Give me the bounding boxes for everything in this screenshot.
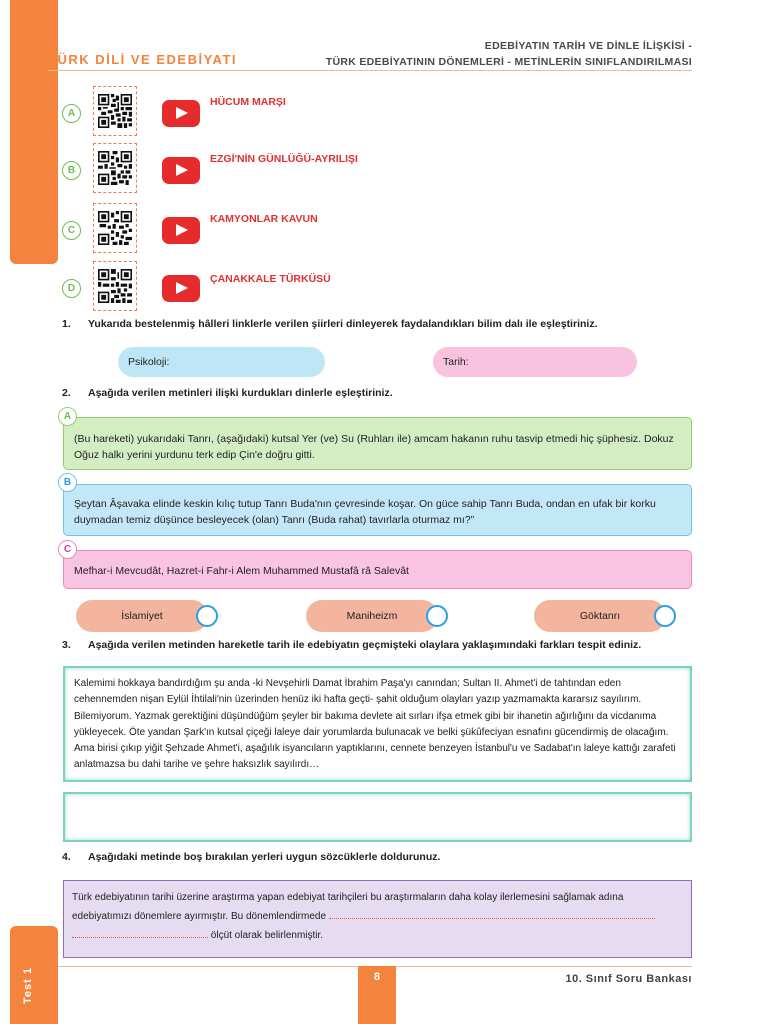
question-number: 1. [62,318,71,330]
fill-text-part-1: Türk edebiyatının tarihi üzerine araştırma yapan edebiyat tarihçileri bu araştırmaların daha kolay ilerlemesini sağlamak adına edebiyatımızı dönemlere ayırmıştır. Bu dönemlendirmede [72,892,624,922]
topic-header [326,38,692,70]
topic-line-2: TÜRK EDEBİYATININ DÖNEMLERİ - METİNLERİN SINIFLANDIRILMASI [325,56,692,68]
question-text: Yukarıda bestelenmiş hâlleri linklerle verilen şiirleri dinleyerek faydalandıkları bilim dalı ile eşleştiriniz. [88,318,598,330]
passage-text: Kalemimi hokkaya bandırdığım şu anda -ki Nevşehirli Damat İbrahim Paşa'yı canından; Sultan II. Ahmet'i de tahtından eden cehennemden nişan Eylül İhtilali'nin üzerinden henüz iki hafta geçti- şahit olduğum olayları yazıp yazmamakta kararsız sayılırım. Bilemiyorum. Yazmak gerektiğini düşündüğüm şeyler bir bakıma devlete ait sırları ifşa etmek gibi bir ihanetin ağırlığını da vicdanıma yükleyecek. Öte yandan Şark'ın kutsal çiçeği laleye dair yorumlarda bulunacak ve belki şükûfeciyan esnafını gücendirmiş de olacağım. Ama birisi çıkıp yiğit Şehzade Ahmet'i, aşağılık isyancıların yaptıklarını, cennete benzeyen İstanbul'u ve Sadabat'ın laleye kattığı zarafeti anlatmazsa bu dahi tarihe ve şehre haksızlık sayılırdı… [74,678,676,771]
qr-code-icon[interactable] [93,86,137,136]
qr-code-icon[interactable] [93,143,137,193]
book-title: 10. Sınıf Soru Bankası [565,973,692,985]
fill-in-box [63,880,692,958]
fill-text-part-2: ölçüt olarak belirlenmiştir. [210,930,324,941]
subject-title: TÜRK DİLİ VE EDEBİYATI [48,52,238,67]
option-label: Göktanrı [579,610,621,622]
text-box-a [63,417,692,470]
media-title: HÜCUM MARŞI [210,96,286,108]
text-box-b [63,484,692,536]
qr-code-graphic [98,208,132,248]
question-number: 3. [62,639,71,651]
reading-passage [63,666,692,782]
blank-2[interactable] [72,927,208,938]
text-b-label: B [58,473,77,492]
header-divider [48,70,692,71]
page-number: 8 [358,966,396,1024]
q3-answer-box[interactable] [63,792,692,842]
youtube-play-icon[interactable] [162,157,200,184]
tarih-answer-field[interactable]: Tarih: [433,347,637,377]
qr-code-graphic [98,266,132,306]
text-a-label: A [58,407,77,426]
option-label: Maniheizm [346,610,398,622]
test-label: Test 1 [22,967,34,1004]
question-1 [62,318,597,330]
letter-circle: D [62,279,81,298]
option-maniheizm [306,600,438,632]
blank-1[interactable] [329,908,655,919]
youtube-play-icon[interactable] [162,217,200,244]
question-text: Aşağıdaki metinde boş bırakılan yerleri uygun sözcüklerle doldurunuz. [88,851,441,863]
youtube-play-icon[interactable] [162,275,200,302]
media-item-a [62,86,462,138]
question-4 [62,851,440,863]
option-label: İslamiyet [121,610,163,622]
letter-circle: A [62,104,81,123]
youtube-play-icon[interactable] [162,100,200,127]
option-islamiyet [76,600,208,632]
media-item-d [62,261,462,313]
text-c-body: Mefhar-i Mevcudât, Hazret-i Fahr-i Alem Muhammed Mustafâ râ Salevât [74,565,409,577]
qr-code-graphic [98,91,132,131]
text-box-c [63,550,692,589]
qr-code-icon[interactable] [93,203,137,253]
text-c-label: C [58,540,77,559]
option-goktanri [534,600,666,632]
media-title: ÇANAKKALE TÜRKÜSÜ [210,273,331,285]
media-item-c [62,203,462,255]
question-text: Aşağıda verilen metinleri ilişki kurdukları dinlerle eşleştiriniz. [88,387,393,399]
question-number: 4. [62,851,71,863]
letter-circle: B [62,161,81,180]
text-a-body: (Bu hareketi) yukarıdaki Tanrı, (aşağıdaki) kutsal Yer (ve) Su (Ruhları ile) amcam hakanın ruhu tasvip etmedi hiç şüphesiz. Dokuz Oğuz halkı yerini yurdunu terk edip Çin'e doğru gitti. [74,433,674,461]
answer-circle[interactable] [654,605,676,627]
media-title: KAMYONLAR KAVUN [210,213,318,225]
media-item-b [62,143,462,195]
question-text: Aşağıda verilen metinden hareketle tarih ile edebiyatın geçmişteki olaylara yaklaşımındaki farkları tespit ediniz. [88,639,642,651]
letter-circle: C [62,221,81,240]
media-title: EZGİ'NİN GÜNLÜĞÜ-AYRILIŞI [210,153,358,165]
question-3 [62,639,641,651]
answer-circle[interactable] [196,605,218,627]
psikoloji-answer-field[interactable]: Psikoloji: [118,347,325,377]
qr-code-graphic [98,148,132,188]
question-number: 2. [62,387,71,399]
question-2 [62,387,393,399]
test-tab [10,926,58,1024]
qr-code-icon[interactable] [93,261,137,311]
answer-circle[interactable] [426,605,448,627]
top-orange-tab [10,0,58,264]
text-b-body: Şeytan Âşavaka elinde keskin kılıç tutup Tanrı Buda'nın çevresinde koşar. On güce sahip Tanrı Buda, ondan en ufak bir korku duymadan temiz düşünce besleyecek (olan) Tanrı (Buda rahat) tavırlarla oturmaz mı?” [74,498,656,526]
topic-line-1: EDEBİYATIN TARİH VE DİNLE İLİŞKİSİ - [484,40,692,52]
